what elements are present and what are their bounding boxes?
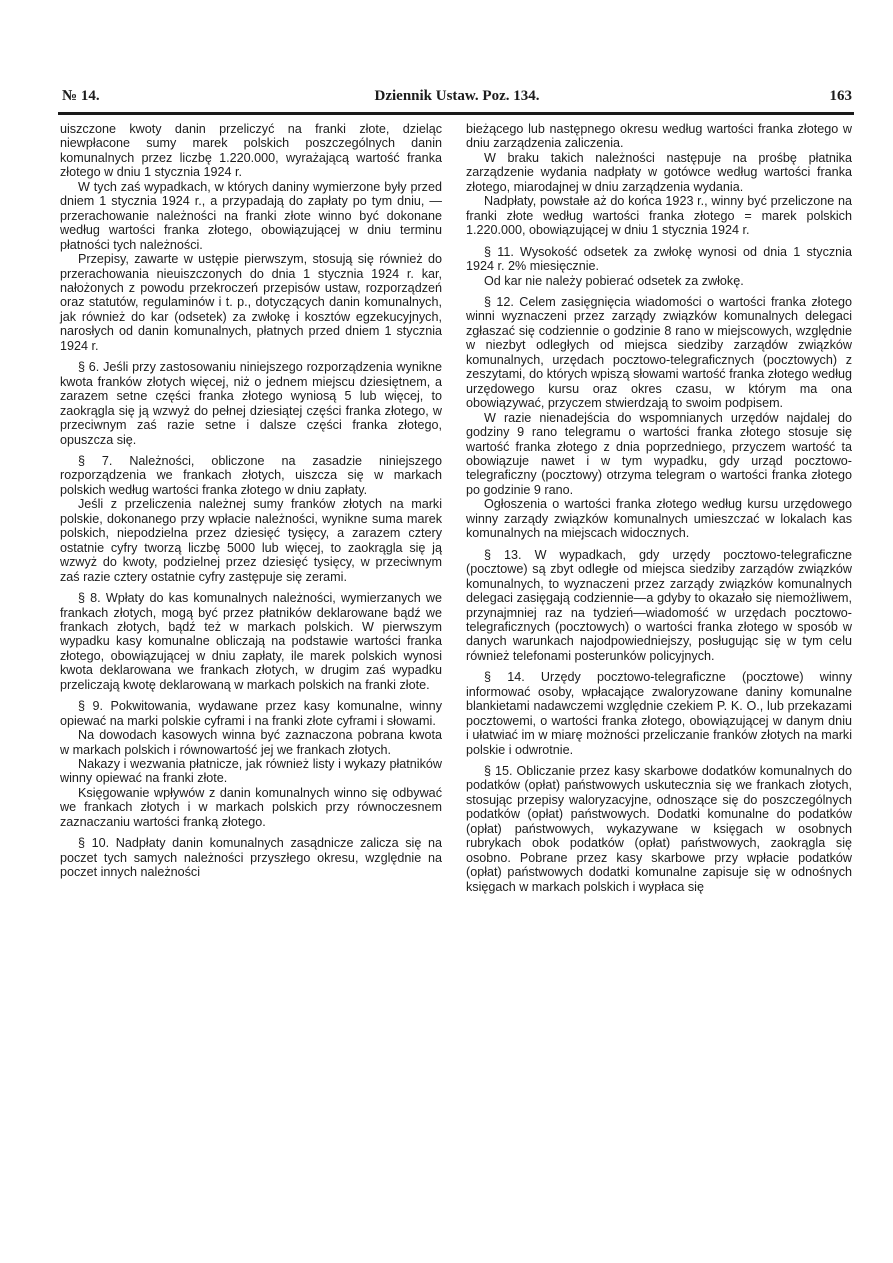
journal-title: Dziennik Ustaw. Poz. 134. [374, 88, 540, 104]
paragraph: Jeśli z przeliczenia należnej sumy franków złotych na marki polskie, dokonanego przy wpłacie należności, wynikne suma marek polskich, niepodzielna przez dziesięć tysięcy, a zarazem cztery ostatnie cyfry tworzą liczbę 5000 lub więcej, to zaokrągla się ją wzwyż do kwoty, podzielnej przez dziesięć tysięcy, w przeciwnym zaś razie cztery ostatnie cyfry zastępuje się zerami. [60, 497, 442, 584]
section-9: § 9. Pokwitowania, wydawane przez kasy komunalne, winny opiewać na marki polskie cyframi i na franki złote cyframi i słowami. [60, 699, 442, 728]
paragraph: bieżącego lub następnego okresu według wartości franka złotego w dniu zarządzenia zaliczenia. [466, 122, 852, 151]
paragraph: Ogłoszenia o wartości franka złotego według kursu urzędowego winny zarządy związków komunalnych umieszczać w lokalach kas komunalnych na miejscach widocznych. [466, 497, 852, 541]
left-column [60, 122, 442, 880]
page-number: 163 [829, 88, 852, 104]
header-rule [58, 112, 854, 115]
section-14: § 14. Urzędy pocztowo-telegraficzne (pocztowe) winny informować osoby, wpłacające zwaloryzowane daniny komunalne blankietami nadawczemi względnie czekiem P. K. O., lub przekazami pocztowemi, o wartości franka złotego, obowiązującej w danym dniu i ułatwiać im w miarę możności przeliczanie franków złotych na marki polskie i odwrotnie. [466, 670, 852, 757]
section-10: § 10. Nadpłaty danin komunalnych zasądnicze zalicza się na poczet tych samych należności przyszłego okresu, względnie na poczet innych należności [60, 836, 442, 880]
paragraph: W braku takich należności następuje na prośbę płatnika zarządzenie wydania nadpłaty w gotówce według wartości franka złotego, miarodajnej w dniu zarządzenia wydania. [466, 150, 852, 194]
issue-number: № 14. [62, 88, 100, 104]
paragraph: Nakazy i wezwania płatnicze, jak również listy i wykazy płatników winny opiewać na franki złote. [60, 757, 442, 786]
section-12: § 12. Celem zasięgnięcia wiadomości o wartości franka złotego winni wyznaczeni przez zarządy związków komunalnych delegaci zgłaszać się codziennie o godzinie 8 rano w miejscowych, względnie w niezbyt odległych od miejsca siedziby zarządów związków komunalnych, urzędach pocztowo-telegraficznych (pocztowych) z zeszytami, do których wpiszą słowami wartość franka złotego według urzędowego kursu oraz okres czasu, w którym ma ona obowiązywać, przyczem stwierdzają to swoim podpisem. [466, 294, 852, 411]
paragraph: uiszczone kwoty danin przeliczyć na franki złote, dzieląc niewpłacone sumy marek polskich poszczególnych danin komunalnych przez liczbę 1.220.000, wyrażającą wartość franka złotego w dniu 1 stycznia 1924 r. [60, 122, 442, 180]
paragraph: Księgowanie wpływów z danin komunalnych winno się odbywać we frankach złotych i w markach polskich przy równoczesnem zaznaczaniu wartości franką złotego. [60, 785, 442, 829]
right-column [466, 122, 852, 894]
paragraph: Nadpłaty, powstałe aż do końca 1923 r., winny być przeliczone na franki złote według wartości franka złotego = marek polskich 1.220.000, obowiązującej w dniu 1 stycznia 1924 r. [466, 194, 852, 238]
section-15: § 15. Obliczanie przez kasy skarbowe dodatków komunalnych do podatków (opłat) państwowych uskutecznia się we frankach złotych, stosując przepisy waloryzacyjne, odnoszące się do poszczególnych podatków (opłat) państwowych. Dodatki komunalne do podatków (opłat) państwowych, wykazywane w księgach w osobnych rubrykach obok podatków (opłat) państwowych, zaokrągla się osobno. Pobrane przez kasy skarbowe przy wpłacie podatków (opłat) państwowych dodatki komunalne zapisuje się w odnośnych księgach w markach polskich i wypłaca się [466, 764, 852, 894]
section-8: § 8. Wpłaty do kas komunalnych należności, wymierzanych we frankach złotych, mogą być przez płatników deklarowane bądź we frankach złotych, bądź też w markach polskich. W pierwszym wypadku kasy komunalne obliczają na podstawie wartości franka złotego, obowiązującej w dniu zapłaty, ile marek polskich wynosi kwota deklarowana we frankach złotych, w drugim zaś wypadku przeliczają kwotę deklarowaną w markach polskich na franki złote. [60, 591, 442, 692]
paragraph: Przepisy, zawarte w ustępie pierwszym, stosują się również do przerachowania nieuiszczonych do dnia 1 stycznia 1924 r. kar, nałożonych z powodu przekroczeń przepisów ustaw, rozporządzeń oraz statutów, regulaminów i t. p., dotyczących danin komunalnych, jak również do kar (odsetek) za zwłokę i kosztów egzekucyjnych, narosłych od danin komunalnych, płatnych przed dniem 1 stycznia 1924 r. [60, 252, 442, 353]
paragraph: Od kar nie należy pobierać odsetek za zwłokę. [484, 273, 744, 288]
paragraph: W razie nienadejścia do wspomnianych urzędów najdalej do godziny 9 rano telegramu o wartości franka złotego stosuje się wartość franka złotego z dnia poprzedniego, przyczem wartość ta obowiązuje nawet i w tym wypadku, gdy urząd pocztowo-telegraficzny (pocztowy) otrzyma telegram o wartości franka złotego po godzinie 9 rano. [466, 410, 852, 497]
section-13: § 13. W wypadkach, gdy urzędy pocztowo-telegraficzne (pocztowe) są zbyt odległe od miejsca siedziby zarządów związków komunalnych, to wyznaczeni przez zarządy związków komunalnych delegaci zasięgają codziennie—a gdyby to okazało się niemożliwem, przynajmniej raz na tydzień—wiadomość w urzędach pocztowo-telegraficznych (pocztowych) o wartości franka złotego w sposób w danych warunkach najodpowiedniejszy, posługując się w tym celu również telefonami posterunków policyjnych. [466, 547, 852, 663]
paragraph: Na dowodach kasowych winna być zaznaczona pobrana kwota w markach polskich i równowartość jej we frankach złotych. [60, 728, 442, 757]
paragraph: W tych zaś wypadkach, w których daniny wymierzone były przed dniem 1 stycznia 1924 r., a przypadają do zapłaty po tym dniu, — przerachowanie należności na franki złote winno być dokonane według wartości franka złotego, obowiązującej w dniu terminu płatności tych należności. [60, 179, 442, 252]
section-11: § 11. Wysokość odsetek za zwłokę wynosi od dnia 1 stycznia 1924 r. 2% miesięcznie. [466, 244, 852, 274]
section-7: § 7. Należności, obliczone na zasadzie niniejszego rozporządzenia we frankach złotych, uiszcza się w markach polskich według wartości franka złotego w dniu zapłaty. [60, 453, 442, 497]
page-header [62, 88, 852, 112]
section-6: § 6. Jeśli przy zastosowaniu niniejszego rozporządzenia wynikne kwota franków złotych więcej, niż o jednem miejscu dziesiętnem, a zarazem setne części franka złotego wyniosą 5 lub więcej, to zaokrągla się ją wzwyż do pełnej dziesiątej części franka złotego, w przeciwnym zaś razie setne i dalsze części franka złotego, opuszcza się. [60, 360, 442, 447]
